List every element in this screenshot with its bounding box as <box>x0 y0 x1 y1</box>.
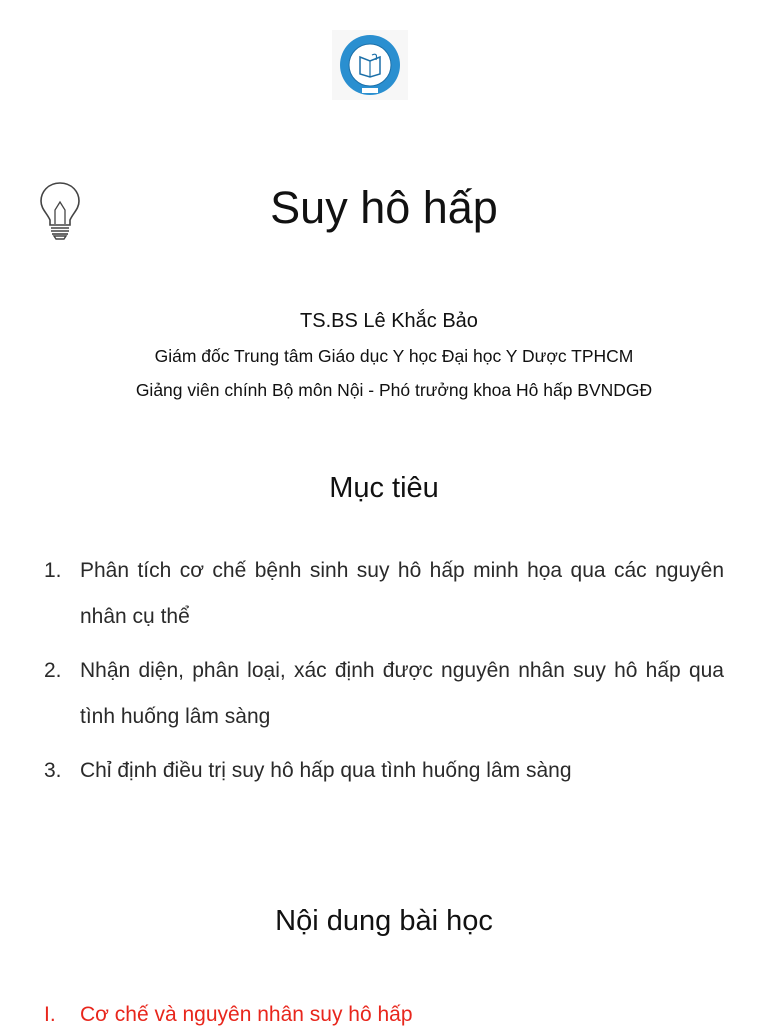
list-item-text: Nhận diện, phân loại, xác định được nguyên nhân suy hô hấp qua tình huống lâm sàng <box>80 659 724 728</box>
list-item-text: Chỉ định điều trị suy hô hấp qua tình huống lâm sàng <box>80 759 572 782</box>
author-name: TS.BS Lê Khắc Bảo <box>300 310 478 332</box>
list-item-text: Phân tích cơ chế bệnh sinh suy hô hấp minh họa qua các nguyên nhân cụ thể <box>80 559 724 628</box>
document-title: Suy hô hấp <box>270 182 498 233</box>
list-item <box>44 548 724 640</box>
list-item <box>44 648 724 740</box>
content-list <box>44 998 724 1032</box>
list-item-number: 1. <box>44 559 62 582</box>
list-item[interactable] <box>44 998 724 1032</box>
list-item-text: Cơ chế và nguyên nhân suy hô hấp <box>80 1003 413 1026</box>
affiliation-line: Giám đốc Trung tâm Giáo dục Y học Đại học Y Dược TPHCM <box>154 346 634 366</box>
content-heading: Nội dung bài học <box>275 905 493 937</box>
university-seal-logo <box>332 30 408 100</box>
list-item-number: 3. <box>44 759 62 782</box>
list-item <box>44 748 724 794</box>
list-item-number: I. <box>44 1003 56 1026</box>
objectives-heading: Mục tiêu <box>329 472 439 504</box>
list-item-number: 2. <box>44 659 62 682</box>
affiliation-line: Giảng viên chính Bộ môn Nội - Phó trưởng khoa Hô hấp BVNDGĐ <box>135 380 653 400</box>
objectives-list <box>44 548 724 802</box>
